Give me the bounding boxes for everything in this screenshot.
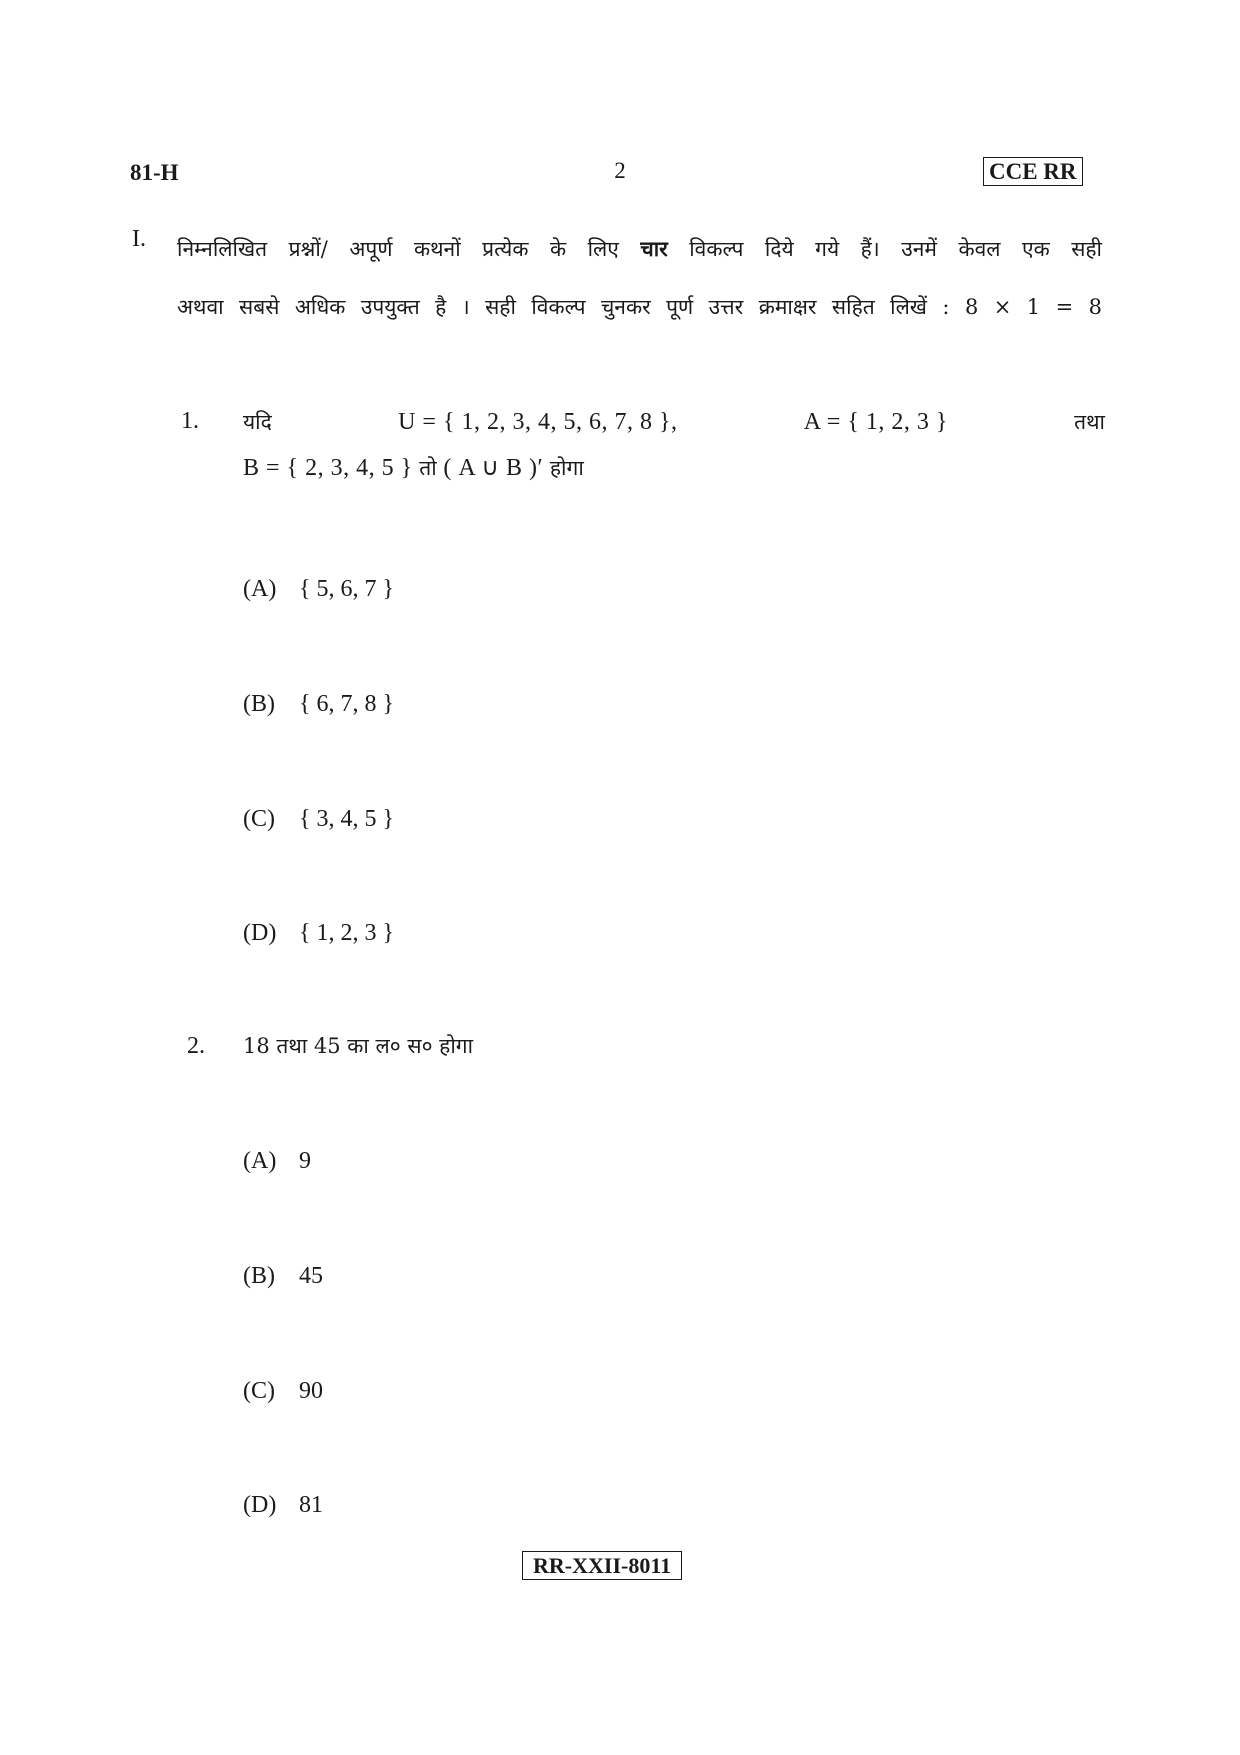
option-item [243, 806, 394, 833]
question-line-1 [243, 396, 1105, 448]
option-label: (A) [243, 1148, 277, 1174]
option-item [243, 691, 394, 718]
option-text: 9 [299, 1148, 311, 1174]
option-text: { 5, 6, 7 } [299, 576, 395, 602]
option-text: 90 [299, 1378, 323, 1404]
section-number: I. [132, 226, 146, 252]
instruction-emphasis: चार [640, 236, 668, 261]
instruction-text: विकल्प दिये गये हैं। उनमें केवल एक सही [667, 237, 1102, 261]
question-line-2 [243, 442, 1105, 494]
section-instruction [177, 220, 1102, 336]
question-word: यदि [243, 410, 272, 434]
paper-code: 81-H [130, 160, 179, 185]
option-text: { 1, 2, 3 } [299, 920, 395, 946]
option-label: (C) [243, 806, 275, 832]
option-item [243, 920, 394, 947]
question-word: तथा [1074, 410, 1105, 434]
option-item [243, 1492, 323, 1519]
question-number: 2. [187, 1033, 205, 1059]
set-expression: ( A ∪ B )′ [443, 455, 544, 481]
series-badge: CCE RR [983, 157, 1083, 186]
page-number: 2 [614, 158, 626, 183]
question-number: 1. [181, 408, 199, 434]
option-label: (A) [243, 576, 277, 602]
question-text: 18 तथा 45 का ल० स० होगा [243, 1034, 474, 1058]
option-text: 45 [299, 1263, 323, 1289]
instruction-text: निम्नलिखित प्रश्नों/ अपूर्ण कथनों प्रत्येक के लिए [177, 237, 641, 261]
option-label: (C) [243, 1378, 275, 1404]
set-u: U = { 1, 2, 3, 4, 5, 6, 7, 8 }, [398, 409, 678, 435]
option-text: 81 [299, 1492, 323, 1518]
option-label: (D) [243, 920, 277, 946]
option-text: { 3, 4, 5 } [299, 806, 395, 832]
option-item [243, 1148, 311, 1175]
question-text [243, 396, 1105, 494]
set-b: B = { 2, 3, 4, 5 } [243, 455, 413, 481]
option-label: (B) [243, 1263, 275, 1289]
option-label: (B) [243, 691, 275, 717]
set-a: A = { 1, 2, 3 } [803, 409, 948, 435]
option-text: { 6, 7, 8 } [299, 691, 395, 717]
instruction-line-1 [177, 220, 1102, 278]
option-item [243, 576, 394, 603]
option-label: (D) [243, 1492, 277, 1518]
option-item [243, 1263, 323, 1290]
question-word: होगा [549, 456, 584, 480]
question-word: तो [419, 456, 437, 480]
option-item [243, 1378, 323, 1405]
instruction-line-2: अथवा सबसे अधिक उपयुक्त है । सही विकल्प चुनकर पूर्ण उत्तर क्रमाक्षर सहित लिखें : 8 × 1 = 8 [177, 295, 1102, 319]
footer-code: RR-XXII-8011 [522, 1551, 682, 1580]
